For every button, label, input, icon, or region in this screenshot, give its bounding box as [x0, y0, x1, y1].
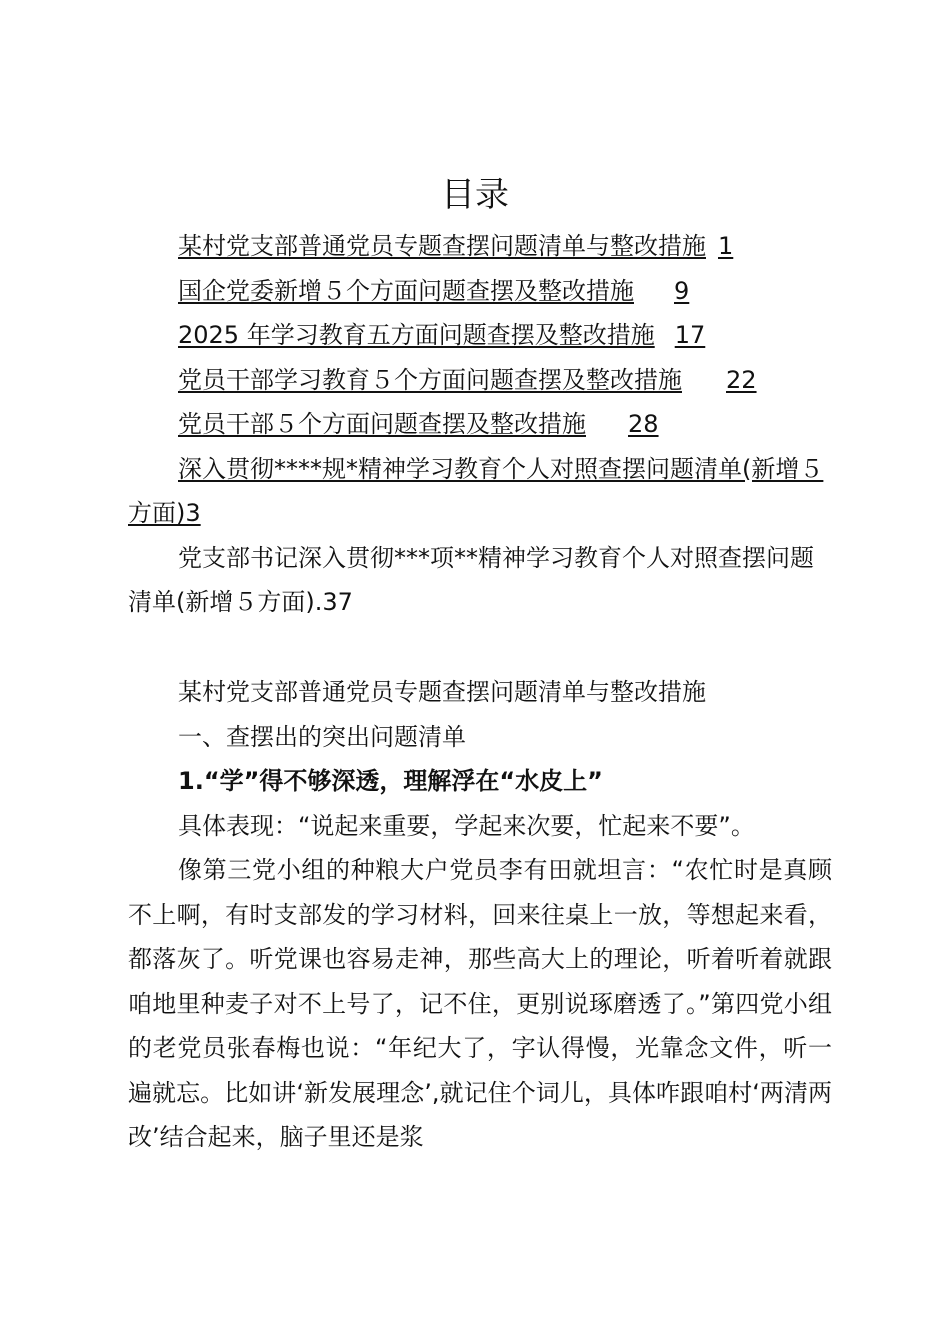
toc-entry-link[interactable]	[178, 232, 733, 260]
toc-entry-text: 某村党支部普通党员专题查摆问题清单与整改措施	[178, 232, 706, 260]
document-title: 某村党支部普通党员专题查摆问题清单与整改措施	[178, 678, 706, 706]
toc-entry-7[interactable]	[128, 536, 832, 625]
paragraph: 具体表现：“说起来重要，学起来次要，忙起来不要”。	[178, 811, 755, 840]
table-of-contents	[128, 224, 832, 625]
toc-entry-text: 2025 年学习教育五方面问题查摆及整改措施	[178, 321, 655, 349]
toc-entry-link[interactable]: 深入贯彻****规*精神学习教育个人对照查摆问题清单(新增５方面)3	[128, 454, 824, 527]
document-body	[128, 670, 832, 1160]
toc-entry-1[interactable]	[128, 224, 832, 269]
toc-entry-link[interactable]	[178, 410, 659, 438]
toc-title: 目录	[441, 175, 509, 215]
toc-entry-page: 22	[726, 365, 757, 394]
toc-entry-link[interactable]: 党支部书记深入贯彻***项**精神学习教育个人对照查摆问题清单(新增５方面).37	[128, 543, 814, 616]
toc-entry-text: 党员干部５个方面问题查摆及整改措施	[178, 410, 586, 438]
toc-entry-text: 国企党委新增５个方面问题查摆及整改措施	[178, 276, 634, 305]
subheading: 1.“学”得不够深透，理解浮在“水皮上”	[178, 767, 603, 795]
toc-entry-link[interactable]	[178, 277, 689, 305]
toc-entry-link[interactable]	[178, 366, 757, 394]
paragraph: 像第三党小组的种粮大户党员李有田就坦言：“农忙时是真顾不上啊，有时支部发的学习材料，回来往桌上一放，等想起来看，都落灰了。听党课也容易走神，那些高大上的理论，听着听着就跟咱地里种麦子对不上号了，记不住，更别说琢磨透了。”第四党小组的老党员张春梅也说：“年纪大了，字认得慢，光靠念文件，听一遍就忘。比如讲‘新发展理念’,就记住个词儿，具体咋跟咱村‘两清两改’结合起来，脑子里还是浆	[128, 856, 832, 1151]
toc-entry-page: 17	[674, 321, 706, 349]
toc-entry-page: 28	[628, 410, 659, 438]
toc-entry-link[interactable]	[178, 321, 705, 349]
toc-entry-text: 党员干部学习教育５个方面问题查摆及整改措施	[178, 365, 682, 394]
toc-entry-6[interactable]	[128, 447, 832, 536]
section-heading: 一、查摆出的突出问题清单	[178, 722, 466, 751]
toc-entry-4[interactable]	[128, 358, 832, 403]
toc-entry-2[interactable]	[128, 269, 832, 314]
toc-entry-3[interactable]	[128, 313, 832, 358]
toc-entry-page: 9	[674, 276, 690, 305]
toc-entry-page: 1	[718, 232, 734, 260]
toc-entry-5[interactable]	[128, 402, 832, 447]
